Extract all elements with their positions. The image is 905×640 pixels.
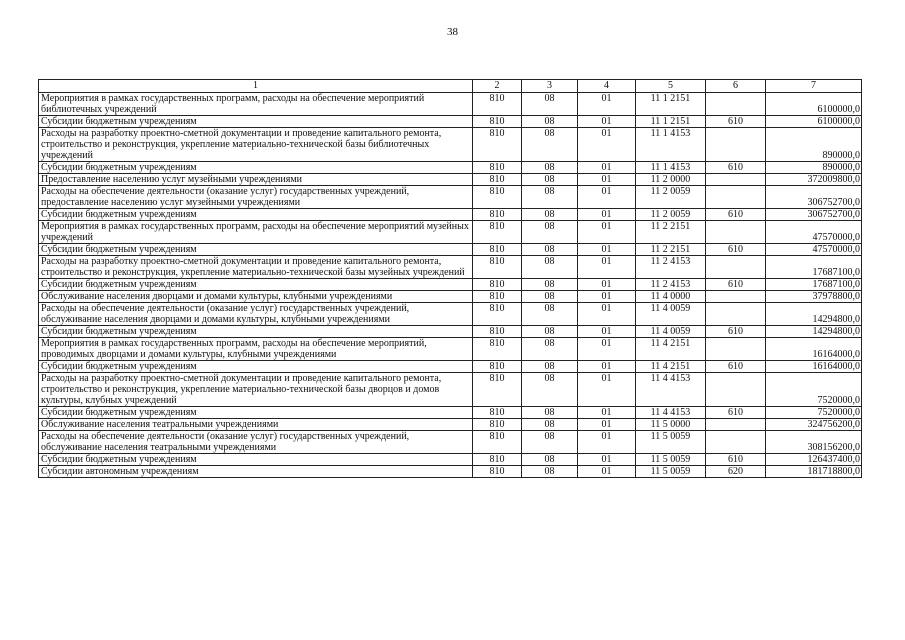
table-row (39, 466, 862, 478)
section-code-cell: 08 (522, 431, 578, 454)
amount-cell: 308156200,0 (766, 431, 862, 454)
expense-name-cell: Субсидии бюджетным учреждениям (39, 361, 473, 373)
expense-type-cell (706, 373, 766, 407)
amount-cell: 47570000,0 (766, 244, 862, 256)
section-code-cell: 08 (522, 361, 578, 373)
amount-cell: 16164000,0 (766, 338, 862, 361)
section-code-cell: 08 (522, 116, 578, 128)
table-body (39, 80, 862, 478)
expense-type-cell: 610 (706, 209, 766, 221)
expense-name-cell: Расходы на разработку проектно-сметной документации и проведение капитального ремонта, строительство и реконструкция, укрепление материально-технической базы библиотечных учреждений (39, 128, 473, 162)
table-row (39, 419, 862, 431)
target-article-cell: 11 2 0059 (636, 209, 706, 221)
subsection-code-cell: 01 (578, 373, 636, 407)
expense-name-cell: Расходы на разработку проектно-сметной документации и проведение капитального ремонта, строительство и реконструкция, укрепление материально-технической базы музейных учреждений (39, 256, 473, 279)
target-article-cell: 11 2 2151 (636, 221, 706, 244)
expense-type-cell: 610 (706, 116, 766, 128)
subsection-code-cell: 01 (578, 279, 636, 291)
expense-name-cell: Мероприятия в рамках государственных программ, расходы на обеспечение мероприятий, проводимых дворцами и домами культуры, клубными учреждениями (39, 338, 473, 361)
expense-name-cell: Субсидии бюджетным учреждениям (39, 209, 473, 221)
section-code-cell: 08 (522, 326, 578, 338)
subsection-code-cell: 01 (578, 454, 636, 466)
expense-name-cell: Субсидии автономным учреждениям (39, 466, 473, 478)
table-row (39, 93, 862, 116)
amount-cell: 6100000,0 (766, 116, 862, 128)
ministry-code-cell: 810 (473, 209, 522, 221)
section-code-cell: 08 (522, 209, 578, 221)
expense-type-cell: 610 (706, 279, 766, 291)
ministry-code-cell: 810 (473, 373, 522, 407)
expense-type-cell (706, 128, 766, 162)
table-row (39, 256, 862, 279)
ministry-code-cell: 810 (473, 291, 522, 303)
subsection-code-cell: 01 (578, 419, 636, 431)
expense-type-cell (706, 174, 766, 186)
ministry-code-cell: 810 (473, 431, 522, 454)
page-number: 38 (447, 26, 458, 38)
amount-cell: 306752700,0 (766, 186, 862, 209)
amount-cell: 37978800,0 (766, 291, 862, 303)
column-header: 1 (39, 80, 473, 93)
target-article-cell: 11 2 0059 (636, 186, 706, 209)
table-header-row (39, 80, 862, 93)
ministry-code-cell: 810 (473, 419, 522, 431)
target-article-cell: 11 5 0059 (636, 454, 706, 466)
ministry-code-cell: 810 (473, 279, 522, 291)
expense-name-cell: Субсидии бюджетным учреждениям (39, 326, 473, 338)
target-article-cell: 11 5 0059 (636, 431, 706, 454)
expense-type-cell (706, 303, 766, 326)
expense-name-cell: Расходы на обеспечение деятельности (оказание услуг) государственных учреждений, обслуживание населения дворцами и домами культуры, клубными учреждениями (39, 303, 473, 326)
expense-name-cell: Субсидии бюджетным учреждениям (39, 162, 473, 174)
section-code-cell: 08 (522, 303, 578, 326)
subsection-code-cell: 01 (578, 338, 636, 361)
ministry-code-cell: 810 (473, 303, 522, 326)
section-code-cell: 08 (522, 174, 578, 186)
target-article-cell: 11 2 4153 (636, 279, 706, 291)
table-row (39, 162, 862, 174)
expense-type-cell (706, 186, 766, 209)
section-code-cell: 08 (522, 291, 578, 303)
amount-cell: 17687100,0 (766, 256, 862, 279)
section-code-cell: 08 (522, 454, 578, 466)
amount-cell: 890000,0 (766, 128, 862, 162)
column-header: 2 (473, 80, 522, 93)
expense-type-cell (706, 419, 766, 431)
amount-cell: 47570000,0 (766, 221, 862, 244)
expense-name-cell: Субсидии бюджетным учреждениям (39, 116, 473, 128)
table-row (39, 128, 862, 162)
column-header: 7 (766, 80, 862, 93)
target-article-cell: 11 4 0059 (636, 303, 706, 326)
target-article-cell: 11 4 4153 (636, 373, 706, 407)
target-article-cell: 11 1 2151 (636, 116, 706, 128)
expense-name-cell: Расходы на обеспечение деятельности (оказание услуг) государственных учреждений, предоставление населению услуг музейными учреждениями (39, 186, 473, 209)
target-article-cell: 11 4 2151 (636, 338, 706, 361)
ministry-code-cell: 810 (473, 326, 522, 338)
amount-cell: 16164000,0 (766, 361, 862, 373)
ministry-code-cell: 810 (473, 93, 522, 116)
table-row (39, 303, 862, 326)
subsection-code-cell: 01 (578, 256, 636, 279)
amount-cell: 14294800,0 (766, 326, 862, 338)
target-article-cell: 11 2 0000 (636, 174, 706, 186)
subsection-code-cell: 01 (578, 93, 636, 116)
table-row (39, 209, 862, 221)
expense-type-cell: 610 (706, 454, 766, 466)
expense-type-cell (706, 256, 766, 279)
table-row (39, 361, 862, 373)
ministry-code-cell: 810 (473, 407, 522, 419)
subsection-code-cell: 01 (578, 291, 636, 303)
expense-type-cell: 610 (706, 244, 766, 256)
section-code-cell: 08 (522, 186, 578, 209)
target-article-cell: 11 4 0000 (636, 291, 706, 303)
section-code-cell: 08 (522, 466, 578, 478)
ministry-code-cell: 810 (473, 128, 522, 162)
expense-name-cell: Мероприятия в рамках государственных программ, расходы на обеспечение мероприятий библиотечных учреждений (39, 93, 473, 116)
table-row (39, 326, 862, 338)
subsection-code-cell: 01 (578, 407, 636, 419)
column-header: 5 (636, 80, 706, 93)
expense-name-cell: Мероприятия в рамках государственных программ, расходы на обеспечение мероприятий музейных учреждений (39, 221, 473, 244)
subsection-code-cell: 01 (578, 361, 636, 373)
subsection-code-cell: 01 (578, 116, 636, 128)
ministry-code-cell: 810 (473, 466, 522, 478)
expense-type-cell: 610 (706, 162, 766, 174)
ministry-code-cell: 810 (473, 186, 522, 209)
subsection-code-cell: 01 (578, 128, 636, 162)
amount-cell: 890000,0 (766, 162, 862, 174)
subsection-code-cell: 01 (578, 174, 636, 186)
section-code-cell: 08 (522, 338, 578, 361)
expense-name-cell: Обслуживание населения театральными учреждениями (39, 419, 473, 431)
amount-cell: 14294800,0 (766, 303, 862, 326)
ministry-code-cell: 810 (473, 221, 522, 244)
table-row (39, 186, 862, 209)
subsection-code-cell: 01 (578, 221, 636, 244)
target-article-cell: 11 1 2151 (636, 93, 706, 116)
target-article-cell: 11 5 0059 (636, 466, 706, 478)
subsection-code-cell: 01 (578, 466, 636, 478)
expense-name-cell: Субсидии бюджетным учреждениям (39, 244, 473, 256)
section-code-cell: 08 (522, 244, 578, 256)
section-code-cell: 08 (522, 407, 578, 419)
amount-cell: 126437400,0 (766, 454, 862, 466)
subsection-code-cell: 01 (578, 209, 636, 221)
expense-name-cell: Расходы на разработку проектно-сметной документации и проведение капитального ремонта, строительство и реконструкция, укрепление материально-технической базы дворцов и домов культуры, клубных учреждений (39, 373, 473, 407)
table-row (39, 431, 862, 454)
amount-cell: 7520000,0 (766, 373, 862, 407)
target-article-cell: 11 1 4153 (636, 128, 706, 162)
subsection-code-cell: 01 (578, 431, 636, 454)
subsection-code-cell: 01 (578, 303, 636, 326)
expense-name-cell: Субсидии бюджетным учреждениям (39, 454, 473, 466)
expense-type-cell: 610 (706, 407, 766, 419)
expense-type-cell: 620 (706, 466, 766, 478)
ministry-code-cell: 810 (473, 338, 522, 361)
expense-type-cell (706, 291, 766, 303)
amount-cell: 324756200,0 (766, 419, 862, 431)
subsection-code-cell: 01 (578, 186, 636, 209)
section-code-cell: 08 (522, 256, 578, 279)
column-header: 6 (706, 80, 766, 93)
target-article-cell: 11 4 2151 (636, 361, 706, 373)
target-article-cell: 11 4 0059 (636, 326, 706, 338)
target-article-cell: 11 4 4153 (636, 407, 706, 419)
expense-name-cell: Субсидии бюджетным учреждениям (39, 407, 473, 419)
target-article-cell: 11 5 0000 (636, 419, 706, 431)
expense-type-cell: 610 (706, 326, 766, 338)
amount-cell: 181718800,0 (766, 466, 862, 478)
table-row (39, 116, 862, 128)
section-code-cell: 08 (522, 221, 578, 244)
expense-name-cell: Субсидии бюджетным учреждениям (39, 279, 473, 291)
subsection-code-cell: 01 (578, 244, 636, 256)
table-row (39, 221, 862, 244)
expense-name-cell: Предоставление населению услуг музейными учреждениями (39, 174, 473, 186)
expense-type-cell (706, 221, 766, 244)
expense-type-cell (706, 431, 766, 454)
budget-table (38, 79, 862, 478)
section-code-cell: 08 (522, 279, 578, 291)
expense-type-cell: 610 (706, 361, 766, 373)
ministry-code-cell: 810 (473, 454, 522, 466)
table-row (39, 338, 862, 361)
ministry-code-cell: 810 (473, 361, 522, 373)
section-code-cell: 08 (522, 162, 578, 174)
table-row (39, 244, 862, 256)
section-code-cell: 08 (522, 419, 578, 431)
amount-cell: 306752700,0 (766, 209, 862, 221)
ministry-code-cell: 810 (473, 116, 522, 128)
target-article-cell: 11 2 2151 (636, 244, 706, 256)
table-row (39, 373, 862, 407)
amount-cell: 17687100,0 (766, 279, 862, 291)
amount-cell: 6100000,0 (766, 93, 862, 116)
target-article-cell: 11 2 4153 (636, 256, 706, 279)
column-header: 4 (578, 80, 636, 93)
ministry-code-cell: 810 (473, 244, 522, 256)
ministry-code-cell: 810 (473, 174, 522, 186)
expense-type-cell (706, 93, 766, 116)
table-row (39, 279, 862, 291)
ministry-code-cell: 810 (473, 162, 522, 174)
table-row (39, 407, 862, 419)
subsection-code-cell: 01 (578, 326, 636, 338)
expense-name-cell: Обслуживание населения дворцами и домами культуры, клубными учреждениями (39, 291, 473, 303)
amount-cell: 7520000,0 (766, 407, 862, 419)
table-row (39, 174, 862, 186)
ministry-code-cell: 810 (473, 256, 522, 279)
amount-cell: 372009800,0 (766, 174, 862, 186)
section-code-cell: 08 (522, 128, 578, 162)
table-row (39, 291, 862, 303)
section-code-cell: 08 (522, 373, 578, 407)
target-article-cell: 11 1 4153 (636, 162, 706, 174)
subsection-code-cell: 01 (578, 162, 636, 174)
expense-type-cell (706, 338, 766, 361)
table-row (39, 454, 862, 466)
column-header: 3 (522, 80, 578, 93)
section-code-cell: 08 (522, 93, 578, 116)
expense-name-cell: Расходы на обеспечение деятельности (оказание услуг) государственных учреждений, обслуживание населения театральными учреждениями (39, 431, 473, 454)
